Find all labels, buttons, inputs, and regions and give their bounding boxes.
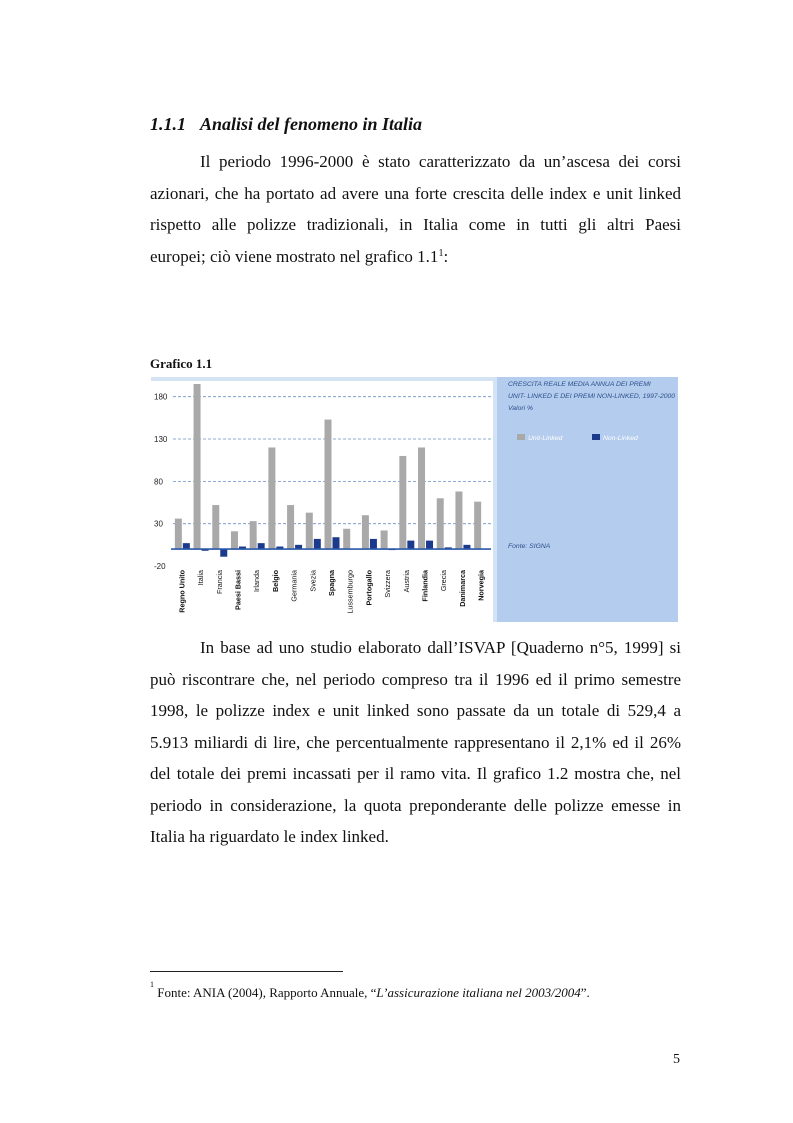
chart-title-line-2: UNIT- LINKED E DEI PREMI NON-LINKED, 1997-2000 xyxy=(508,393,676,400)
y-tick-label: -20 xyxy=(154,562,166,571)
footnote-mark: 1 xyxy=(150,979,154,989)
x-tick-label: Danimarca xyxy=(457,570,467,607)
x-tick-label: Belgio xyxy=(270,570,280,592)
x-tick-label: Irlanda xyxy=(252,570,262,592)
legend-label-unit-linked: Unit-Linked xyxy=(528,435,563,442)
paragraph-line: Italia ha riguardato le index linked. xyxy=(150,827,389,846)
bar-unit-linked xyxy=(250,521,257,549)
x-tick-label: Svezia xyxy=(308,570,318,592)
bar-unit-linked xyxy=(437,498,444,549)
x-tick-label: Spagna xyxy=(327,570,336,596)
bar-chart xyxy=(151,377,678,622)
x-tick-label: Italia xyxy=(196,570,206,586)
chart-source: Fonte: SIGNA xyxy=(508,543,551,550)
graph-caption: Grafico 1.1 xyxy=(150,356,213,371)
info-panel xyxy=(497,377,678,622)
paragraph-line: azionari, che ha portato ad avere una forte crescita delle index e unit linked xyxy=(150,183,681,203)
footnote-reference[interactable]: 1 xyxy=(438,247,444,259)
bar-unit-linked xyxy=(194,384,201,549)
footnote-suffix: ”. xyxy=(580,985,590,1000)
x-tick-label: Lussemburgo xyxy=(345,570,355,614)
paragraph-line-tail: : xyxy=(443,246,449,266)
legend-swatch-non-linked xyxy=(592,434,600,440)
section-title: Analisi del fenomeno in Italia xyxy=(200,114,423,134)
bar-unit-linked xyxy=(381,530,388,549)
y-tick-label: 80 xyxy=(154,477,163,487)
bar-unit-linked xyxy=(399,456,406,549)
footnote xyxy=(150,979,590,1001)
bar-non-linked xyxy=(333,537,340,549)
bar-non-linked xyxy=(407,541,414,549)
section-heading xyxy=(150,114,422,135)
paragraph-line: rispetto alle polizze tradizionali, in Italia come in tutti gli altri Paesi xyxy=(150,215,681,234)
paragraph-line: 1998, le polizze index e unit linked sono passate da un totale di 529,4 a xyxy=(150,701,681,720)
y-tick-label: 30 xyxy=(154,519,163,529)
paragraph-line-text: europei; ciò viene mostrato nel grafico 1.1 xyxy=(150,246,439,266)
x-tick-label: Grecia xyxy=(439,570,449,592)
bar-non-linked xyxy=(314,539,321,549)
bar-unit-linked xyxy=(325,420,332,550)
bar-unit-linked xyxy=(268,447,275,549)
bar-unit-linked xyxy=(455,492,462,550)
footnote-title: L’assicurazione italiana nel 2003/2004 xyxy=(376,985,581,1000)
chart-svg xyxy=(151,377,678,622)
x-tick-label: Germania xyxy=(289,570,299,602)
bar-unit-linked xyxy=(343,529,350,549)
paragraph-intro xyxy=(150,146,681,272)
bar-unit-linked xyxy=(474,502,481,549)
bar-non-linked xyxy=(220,549,227,557)
legend-label-non-linked: Non-Linked xyxy=(603,435,638,442)
x-tick-label: Francia xyxy=(214,570,224,594)
x-tick-label: Svizzera xyxy=(383,570,393,598)
x-tick-label: Paesi Bassi xyxy=(233,570,243,610)
section-number: 1.1.1 xyxy=(150,114,186,134)
paragraph-line: In base ad uno studio elaborato dall’ISVAP [Quaderno n°5, 1999] si xyxy=(200,638,681,657)
bar-unit-linked xyxy=(306,513,313,549)
paragraph-isvap xyxy=(150,632,681,853)
footnote-separator xyxy=(150,971,343,972)
y-tick-label: 180 xyxy=(154,392,168,402)
chart-subtitle: Valori % xyxy=(508,405,534,412)
bar-unit-linked xyxy=(212,505,219,549)
bar-unit-linked xyxy=(362,515,369,549)
bar-non-linked xyxy=(370,539,377,549)
footnote-prefix: Fonte: ANIA (2004), Rapporto Annuale, “ xyxy=(154,985,377,1000)
x-tick-label: Norvegia xyxy=(476,570,486,601)
paragraph-line: 5.913 miliardi di lire, che percentualmente rappresentano il 2,1% ed il 26% xyxy=(150,732,681,752)
y-tick-label: 130 xyxy=(154,435,168,445)
paragraph-line-last xyxy=(150,241,681,273)
bar-unit-linked xyxy=(175,519,182,549)
bar-non-linked xyxy=(183,543,190,549)
paragraph-line: Il periodo 1996-2000 è stato caratterizzato da un’ascesa dei corsi xyxy=(200,152,681,171)
bar-non-linked xyxy=(426,541,433,549)
bar-non-linked xyxy=(258,543,265,549)
x-tick-label: Finlandia xyxy=(420,570,430,602)
chart-title-line-1: CRESCITA REALE MEDIA ANNUA DEI PREMI xyxy=(508,381,651,388)
paragraph-line: può riscontrare che, nel periodo compreso tra il 1996 ed il primo semestre xyxy=(150,669,681,689)
page-number: 5 xyxy=(673,1052,680,1067)
x-tick-label: Portogallo xyxy=(364,570,374,606)
x-tick-label: Regno Unito xyxy=(177,570,187,613)
bar-unit-linked xyxy=(287,505,294,549)
paragraph-line: periodo in considerazione, la quota preponderante delle polizze emesse in xyxy=(150,795,681,815)
bar-unit-linked xyxy=(231,531,238,549)
x-tick-label: Austria xyxy=(401,570,411,593)
legend-swatch-unit-linked xyxy=(517,434,525,440)
paragraph-line: del totale dei premi incassati per il ramo vita. Il grafico 1.2 mostra che, nel xyxy=(150,764,681,783)
bar-unit-linked xyxy=(418,447,425,549)
